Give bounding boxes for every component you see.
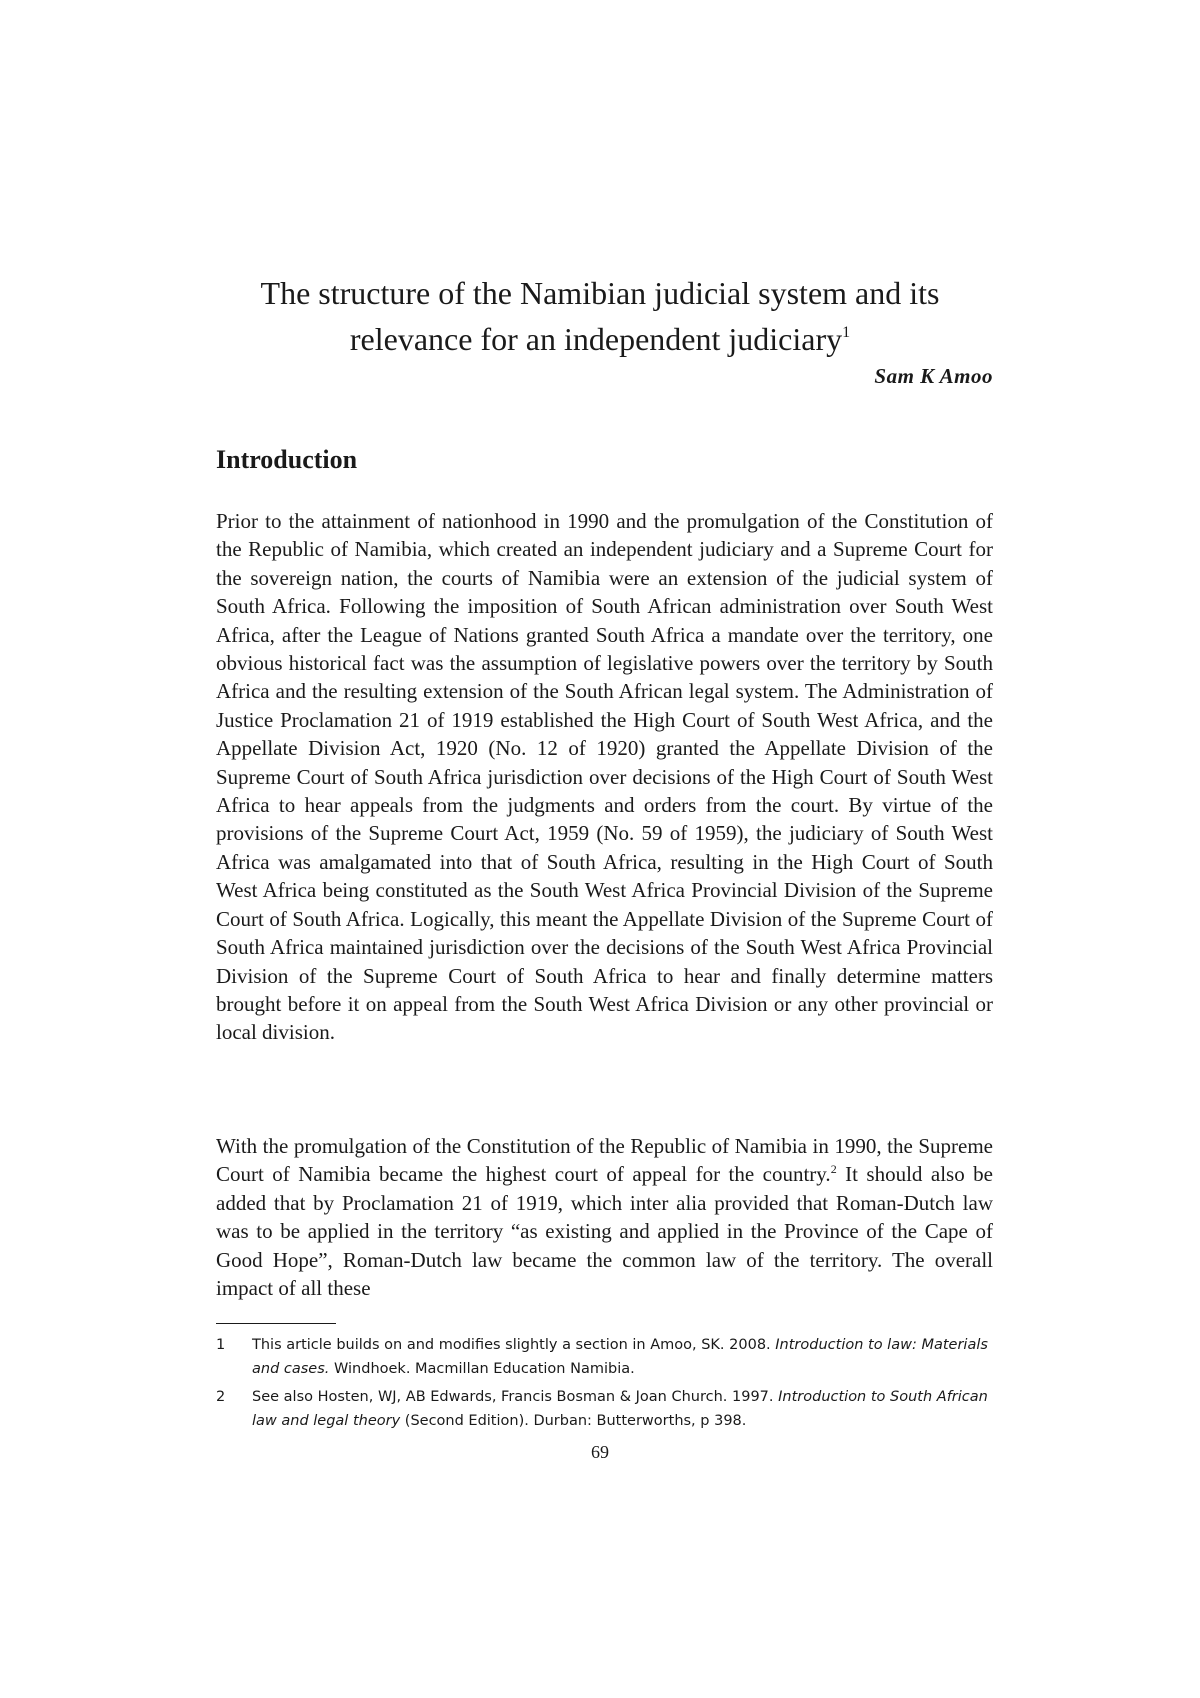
footnote-text-before: This article builds on and modifies slightly a section in Amoo, SK. 2008. [252,1337,776,1353]
footnote-italic-title: Introduction to South African law and legal theory [252,1389,988,1429]
footnote-text [252,1385,993,1433]
article-title [200,270,1000,362]
footnote-text [252,1333,993,1381]
footnote-number: 2 [216,1389,226,1405]
footnote-separator [216,1323,336,1324]
body-paragraph-2 [216,1132,993,1302]
title-line-2: relevance for an independent judiciary [349,321,843,357]
footnotes [216,1333,993,1437]
paragraph-2-text-b: It should also be added that by Proclamation 21 of 1919, which inter alia provided that Roman-Dutch law was to be applied in the territory “as existing and applied in the Province of the Cape of Good Hope”, Roman-Dutch law became the common law of the territory. The overall impact of all these [216,1162,993,1301]
title-footnote-marker: 1 [842,324,851,341]
footnote-text-after: (Second Edition). Durban: Butterworths, p 398. [400,1413,747,1429]
paragraph-2-footnote-marker: 2 [830,1162,837,1177]
footnote-text-before: See also Hosten, WJ, AB Edwards, Francis Bosman & Joan Church. 1997. [252,1389,779,1405]
footnote-italic-title: Introduction to law: Materials and cases. [252,1337,988,1377]
paragraph-2-text-a: With the promulgation of the Constitution of the Republic of Namibia in 1990, the Supreme Court of Namibia became the highest court of appeal for the country. [216,1134,993,1187]
author-name: Sam K Amoo [874,364,993,388]
section-heading: Introduction [216,445,358,474]
body-paragraph-1: Prior to the attainment of nationhood in 1990 and the promulgation of the Constitution of the Republic of Namibia, which created an independent judiciary and a Supreme Court for the sovereign nation, the courts of Namibia were an extension of the judicial system of South Africa. Following the imposition of South African administration over South West Africa, after the League of Nations granted South Africa a mandate over the territory, one obvious historical fact was the assumption of legislative powers over the territory by South Africa and the resulting extension of the South African legal system. The Administration of Justice Proclamation 21 of 1919 established the High Court of South West Africa, and the Appellate Division Act, 1920 (No. 12 of 1920) granted the Appellate Division of the Supreme Court of South Africa jurisdiction over decisions of the High Court of South West Africa to hear appeals from the judgments and orders from the court. By virtue of the provisions of the Supreme Court Act, 1959 (No. 59 of 1959), the judiciary of South West Africa was amalgamated into that of South Africa, resulting in the High Court of South West Africa being constituted as the South West Africa Provincial Division of the Supreme Court of South Africa. Logically, this meant the Appellate Division of the Supreme Court of South Africa maintained jurisdiction over the decisions of the South West Africa Provincial Division of the Supreme Court of South Africa to hear and finally determine matters brought before it on appeal from the South West Africa Division or any other provincial or local division. [216,509,993,1045]
footnote-text-after: Windhoek. Macmillan Education Namibia. [329,1361,635,1377]
footnote-1 [216,1333,993,1381]
footnote-2 [216,1385,993,1433]
page-number: 69 [591,1442,609,1462]
footnote-number: 1 [216,1337,226,1353]
title-line-1: The structure of the Namibian judicial system and its [260,275,940,311]
